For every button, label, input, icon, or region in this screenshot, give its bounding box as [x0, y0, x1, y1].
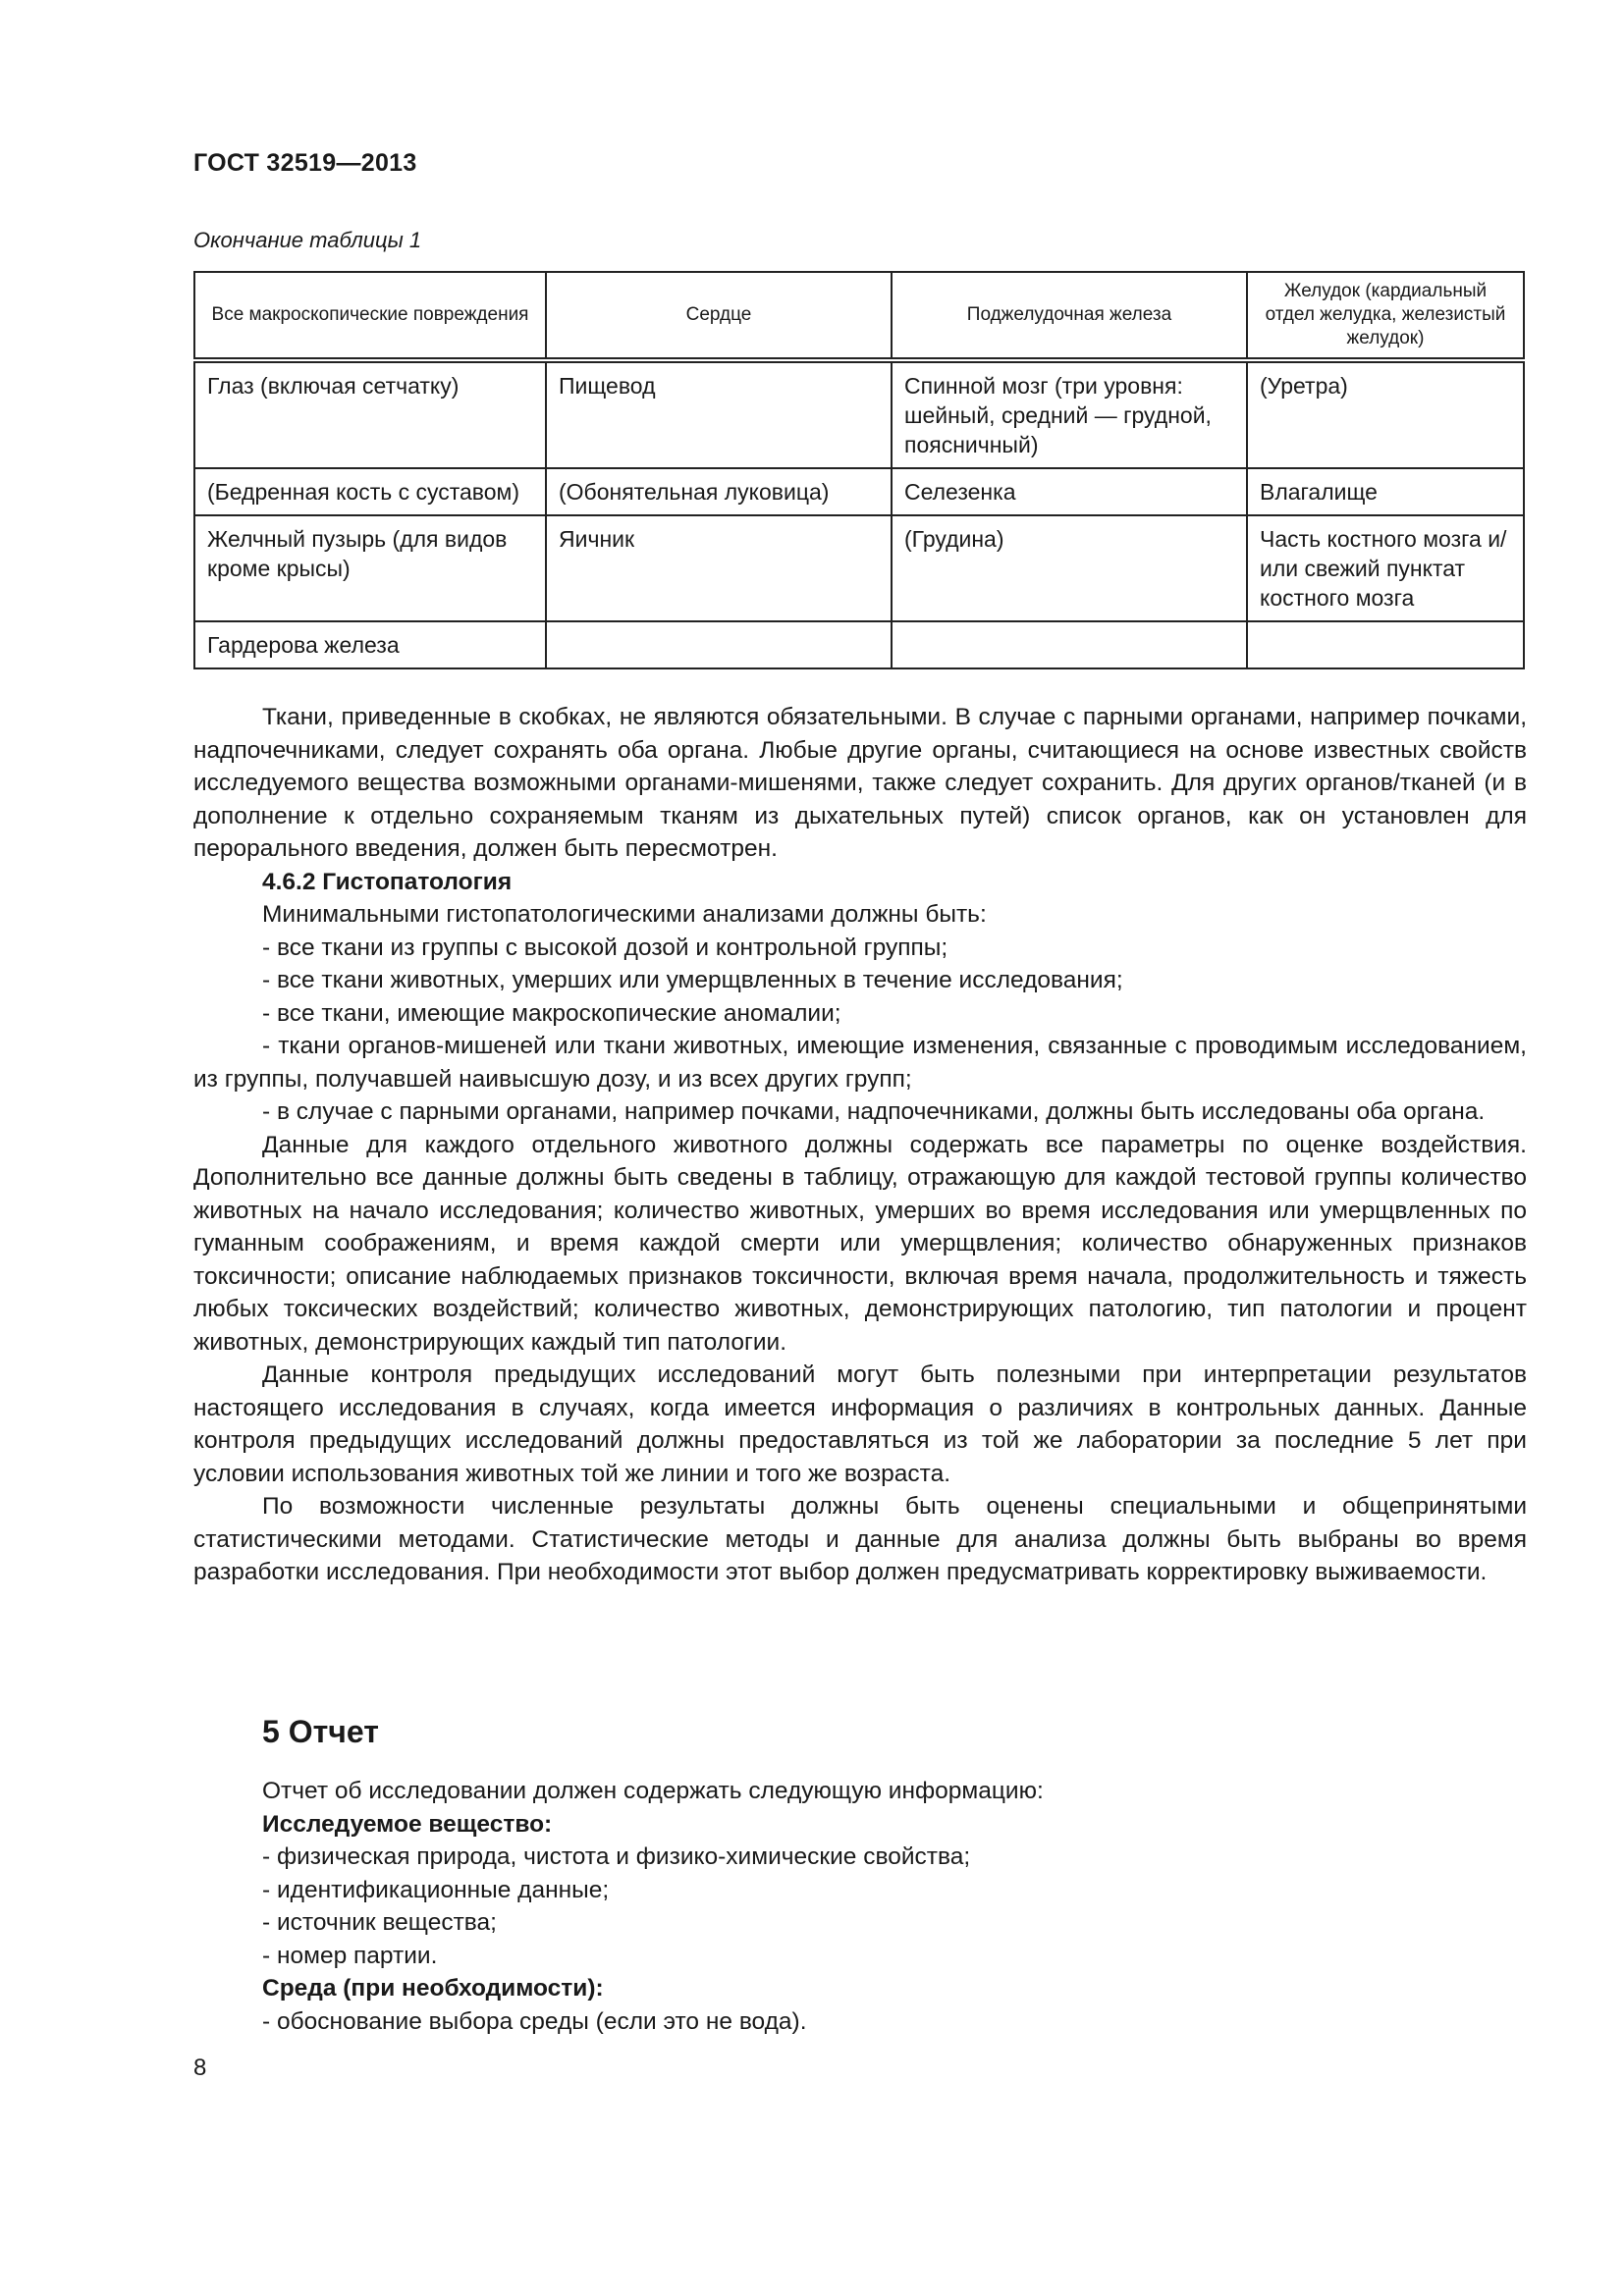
table-cell: Влагалище	[1247, 468, 1524, 515]
section-heading: 4.6.2 Гистопатология	[262, 868, 513, 895]
table-row	[194, 360, 1524, 468]
list-item: - все ткани из группы с высокой дозой и контрольной группы;	[262, 934, 948, 961]
table-header-cell: Все макроскопические повреждения	[194, 272, 546, 360]
table-header-row	[194, 272, 1524, 360]
paragraph: Минимальными гистопатологическими анализами должны быть:	[262, 901, 987, 928]
table-header-cell: Желудок (кардиальный отдел желудка, железистый желудок)	[1247, 272, 1524, 360]
paragraph: Данные для каждого отдельного животного должны содержать все параметры по оценке воздействия. Дополнительно все данные должны быть сведены в таблицу, отражающую для каждой тестовой группы количество животных на начало исследования; количество животных, умерших во время исследования или умерщвленных по гуманным соображениям, и время каждой смерти или умерщвления; количество обнаруженных признаков токсичности; описание наблюдаемых признаков токсичности, включая время начала, продолжительность и тяжесть любых токсических воздействий; количество животных, демонстрирующих патологию, тип патологии и процент животных, демонстрирующих каждый тип патологии.	[193, 1131, 1527, 1356]
report-section	[193, 1775, 1527, 2038]
list-item: - обоснование выбора среды (если это не вода).	[262, 2007, 807, 2035]
list-item: - физическая природа, чистота и физико-химические свойства;	[262, 1843, 971, 1870]
table-caption: Окончание таблицы 1	[193, 228, 422, 252]
section-title: 5 Отчет	[262, 1714, 379, 1749]
table-row	[194, 468, 1524, 515]
paragraph: Ткани, приведенные в скобках, не являются обязательными. В случае с парными органами, например почками, надпочечниками, следует сохранять оба органа. Любые другие органы, считающиеся на основе известных свойств исследуемого вещества возможными органами-мишенями, также следует сохранить. Для других органов/тканей (и в дополнение к отдельно сохраняемым тканям из дыхательных путей) список органов, как он установлен для перорального введения, должен быть пересмотрен.	[193, 704, 1527, 862]
table-cell: Яичник	[546, 515, 892, 621]
list-item: - все ткани, имеющие макроскопические аномалии;	[262, 999, 841, 1027]
table-cell: Спинной мозг (три уровня: шейный, средний — грудной, поясничный)	[892, 360, 1247, 468]
table-cell	[546, 621, 892, 668]
list-item: - ткани органов-мишеней или ткани животных, имеющие изменения, связанные с проводимым исследованием, из группы, получавшей наивысшую дозу, и из всех других групп;	[193, 1033, 1527, 1093]
table-row	[194, 515, 1524, 621]
list-item: - идентификационные данные;	[262, 1876, 610, 1903]
paragraph: По возможности численные результаты должны быть оценены специальными и общепринятыми статистическими методами. Статистические методы и данные для анализа должны быть выбраны во время разработки исследования. При необходимости этот выбор должен предусматривать корректировку выживаемости.	[193, 1493, 1527, 1585]
page-number: 8	[193, 2055, 207, 2081]
body-text	[193, 701, 1527, 1589]
table-cell: Глаз (включая сетчатку)	[194, 360, 546, 468]
table-cell	[892, 621, 1247, 668]
list-item: - номер партии.	[262, 1942, 438, 1969]
table-row	[194, 621, 1524, 668]
list-item: - источник вещества;	[262, 1909, 497, 1936]
list-item: - все ткани животных, умерших или умерщвленных в течение исследования;	[262, 967, 1123, 993]
paragraph: Отчет об исследовании должен содержать следующую информацию:	[262, 1778, 1044, 1804]
table-header-cell: Поджелудочная железа	[892, 272, 1247, 360]
table-cell: (Бедренная кость с суставом)	[194, 468, 546, 515]
table-cell: Желчный пузырь (для видов кроме крысы)	[194, 515, 546, 621]
subheading: Исследуемое вещество:	[262, 1810, 553, 1838]
table-cell: (Обонятельная луковица)	[546, 468, 892, 515]
table-cell: Гардерова железа	[194, 621, 546, 668]
table-header-cell: Сердце	[546, 272, 892, 360]
organs-table	[193, 271, 1525, 669]
table-cell: (Уретра)	[1247, 360, 1524, 468]
paragraph: Данные контроля предыдущих исследований могут быть полезными при интерпретации результатов настоящего исследования в случаях, когда имеется информация о различиях в контрольных данных. Данные контроля предыдущих исследований должны предоставляться из той же лаборатории за последние 5 лет при условии использования животных той же линии и того же возраста.	[193, 1362, 1527, 1487]
table-cell: Пищевод	[546, 360, 892, 468]
list-item: - в случае с парными органами, например почками, надпочечниками, должны быть исследованы оба органа.	[262, 1098, 1486, 1125]
table-cell	[1247, 621, 1524, 668]
table-cell: Селезенка	[892, 468, 1247, 515]
table-cell: (Грудина)	[892, 515, 1247, 621]
subheading: Среда (при необходимости):	[262, 1975, 604, 2002]
document-header: ГОСТ 32519—2013	[193, 149, 417, 177]
table-cell: Часть костного мозга и/или свежий пунктат костного мозга	[1247, 515, 1524, 621]
